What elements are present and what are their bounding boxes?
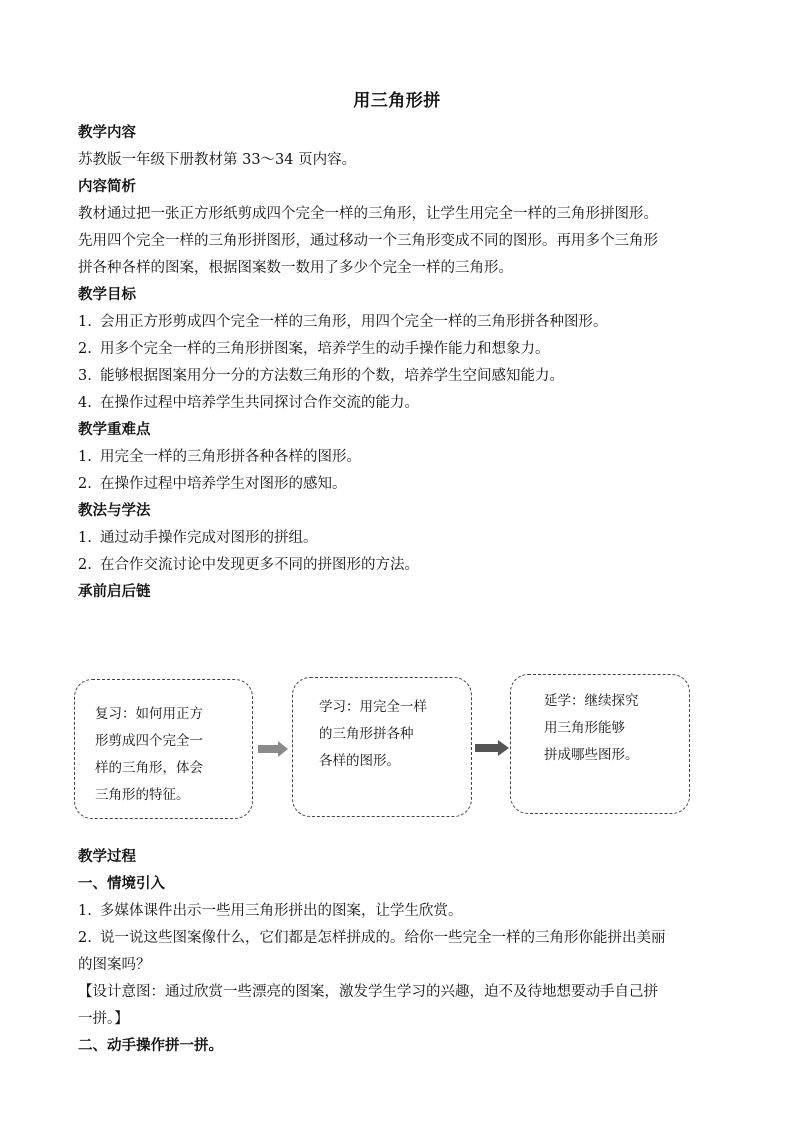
part1-item bbox=[78, 898, 723, 925]
section-heading-goals: 教学目标 bbox=[78, 287, 136, 303]
method-item bbox=[78, 525, 723, 552]
flow-box-extend-line: 拼成哪些图形。 bbox=[544, 747, 639, 763]
key-item bbox=[78, 444, 723, 471]
part1-number: 1. bbox=[78, 903, 92, 919]
part1-text: 多媒体课件出示一些用三角形拼出的图案，让学生欣赏。 bbox=[100, 903, 463, 919]
design-intent-line: 【设计意图：通过欣赏一些漂亮的图案，激发学生学习的兴趣，迫不及待地想要动手自己拼 bbox=[78, 984, 658, 1000]
method-number: 2. bbox=[78, 557, 92, 573]
flow-box-extend-line: 用三角形能够 bbox=[544, 720, 625, 736]
flow-box-review-line: 复习：如何用正方 bbox=[95, 706, 203, 722]
spacer bbox=[78, 824, 723, 844]
flow-box-review-line: 三角形的特征。 bbox=[95, 787, 190, 803]
part1-number: 2. bbox=[78, 930, 92, 946]
goal-item bbox=[78, 363, 723, 390]
goal-number: 1. bbox=[78, 314, 92, 330]
section-heading-content: 教学内容 bbox=[78, 125, 136, 141]
part1-heading: 一、情境引入 bbox=[78, 876, 165, 892]
brief-line: 教材通过把一张正方形纸剪成四个完全一样的三角形，让学生用完全一样的三角形拼图形。 bbox=[78, 206, 658, 222]
section-heading-chain: 承前启后链 bbox=[78, 584, 151, 600]
goal-text: 在操作过程中培养学生共同探讨合作交流的能力。 bbox=[100, 395, 419, 411]
goal-text: 会用正方形剪成四个完全一样的三角形，用四个完全一样的三角形拼各种图形。 bbox=[100, 314, 608, 330]
flow-box-learn-line: 各样的图形。 bbox=[319, 753, 400, 769]
goal-item bbox=[78, 390, 723, 417]
flow-box-review bbox=[74, 679, 253, 819]
method-item bbox=[78, 552, 723, 579]
brief-line: 先用四个完全一样的三角形拼图形，通过移动一个三角形变成不同的图形。再用多个三角形 bbox=[78, 233, 658, 249]
method-text: 通过动手操作完成对图形的拼组。 bbox=[100, 530, 318, 546]
flow-diagram bbox=[78, 679, 723, 824]
key-text: 用完全一样的三角形拼各种各样的图形。 bbox=[100, 449, 361, 465]
flow-box-learn-line: 学习：用完全一样 bbox=[319, 699, 427, 715]
section-heading-methods: 教法与学法 bbox=[78, 503, 151, 519]
spacer bbox=[78, 606, 723, 679]
flow-box-extend-line: 延学：继续探究 bbox=[544, 693, 639, 709]
goal-number: 3. bbox=[78, 368, 92, 384]
section-heading-brief: 内容简析 bbox=[78, 179, 136, 195]
key-number: 1. bbox=[78, 449, 92, 465]
part1-text: 说一说这些图案像什么，它们都是怎样拼成的。给你一些完全一样的三角形你能拼出美丽 bbox=[100, 930, 666, 946]
key-text: 在操作过程中培养学生对图形的感知。 bbox=[100, 476, 347, 492]
goal-text: 能够根据图案用分一分的方法数三角形的个数，培养学生空间感知能力。 bbox=[100, 368, 564, 384]
goal-item bbox=[78, 309, 723, 336]
goal-number: 2. bbox=[78, 341, 92, 357]
part1-item bbox=[78, 925, 723, 952]
goal-number: 4. bbox=[78, 395, 92, 411]
brief-line: 拼各种各样的图案，根据图案数一数用了多少个完全一样的三角形。 bbox=[78, 260, 513, 276]
document-body bbox=[78, 120, 723, 1060]
part1-continuation: 的图案吗？ bbox=[78, 957, 151, 973]
flow-box-learn-line: 的三角形拼各种 bbox=[319, 726, 414, 742]
flow-box-learn bbox=[292, 677, 472, 817]
goal-text: 用多个完全一样的三角形拼图案，培养学生的动手操作能力和想象力。 bbox=[100, 341, 550, 357]
document-title: 用三角形拼 bbox=[353, 91, 441, 111]
method-number: 1. bbox=[78, 530, 92, 546]
arrow-right-icon bbox=[258, 741, 288, 757]
section-heading-process: 教学过程 bbox=[78, 849, 136, 865]
design-intent-line: 一拼。】 bbox=[78, 1011, 129, 1027]
flow-box-extend bbox=[510, 674, 690, 814]
section-heading-key-points: 教学重难点 bbox=[78, 422, 151, 438]
arrow-right-icon bbox=[475, 740, 509, 756]
goal-item bbox=[78, 336, 723, 363]
content-text: 苏教版一年级下册教材第 33～34 页内容。 bbox=[78, 152, 357, 168]
key-number: 2. bbox=[78, 476, 92, 492]
flow-box-review-line: 样的三角形，体会 bbox=[95, 760, 203, 776]
key-item bbox=[78, 471, 723, 498]
method-text: 在合作交流讨论中发现更多不同的拼图形的方法。 bbox=[100, 557, 419, 573]
part2-heading: 二、动手操作拼一拼。 bbox=[78, 1038, 223, 1054]
flow-box-review-line: 形剪成四个完全一 bbox=[95, 733, 203, 749]
